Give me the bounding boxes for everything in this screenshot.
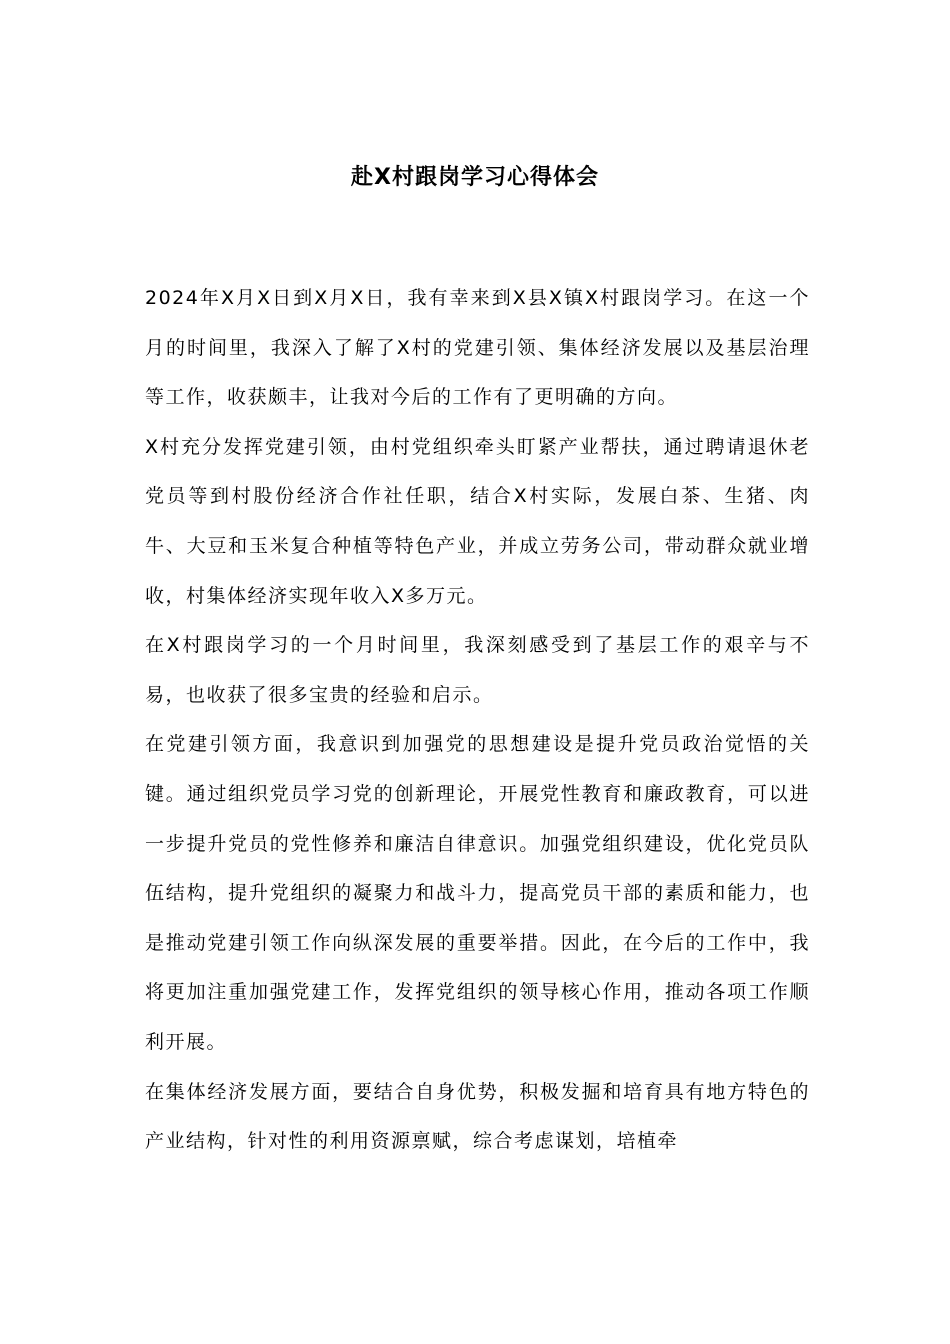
paragraph-collective-economy: 在集体经济发展方面，要结合自身优势，积极发掘和培育具有地方特色的产业结构，针对性的利用资源禀赋，综合考虑谋划，培植牵: [145, 1080, 810, 1153]
paragraph-village-overview: X村充分发挥党建引领，由村党组织牵头盯紧产业帮扶，通过聘请退休老党员等到村股份经济合作社任职，结合X村实际，发展白茶、生猪、肉牛、大豆和玉米复合种植等特色产业，并成立劳务公司，带动群众就业增收，村集体经济实现年收入X多万元。: [145, 435, 810, 607]
paragraph-reflection: 在X村跟岗学习的一个月时间里，我深刻感受到了基层工作的艰辛与不易，也收获了很多宝贵的经验和启示。: [145, 634, 810, 706]
paragraph-party-building: 在党建引领方面，我意识到加强党的思想建设是提升党员政治觉悟的关键。通过组织党员学习党的创新理论，开展党性教育和廉政教育，可以进一步提升党员的党性修养和廉洁自律意识。加强党组织建设，优化党员队伍结构，提升党组织的凝聚力和战斗力，提高党员干部的素质和能力，也是推动党建引领工作向纵深发展的重要举措。因此，在今后的工作中，我将更加注重加强党建工作，发挥党组织的领导核心作用，推动各项工作顺利开展。: [145, 733, 810, 1053]
document-title: 赴X村跟岗学习心得体会: [351, 165, 599, 190]
paragraph-intro: 2024年X月X日到X月X日，我有幸来到X县X镇X村跟岗学习。在这一个月的时间里，我深入了解了X村的党建引领、集体经济发展以及基层治理等工作，收获颇丰，让我对今后的工作有了更明确的方向。: [145, 287, 810, 409]
document-body: [145, 274, 810, 1167]
